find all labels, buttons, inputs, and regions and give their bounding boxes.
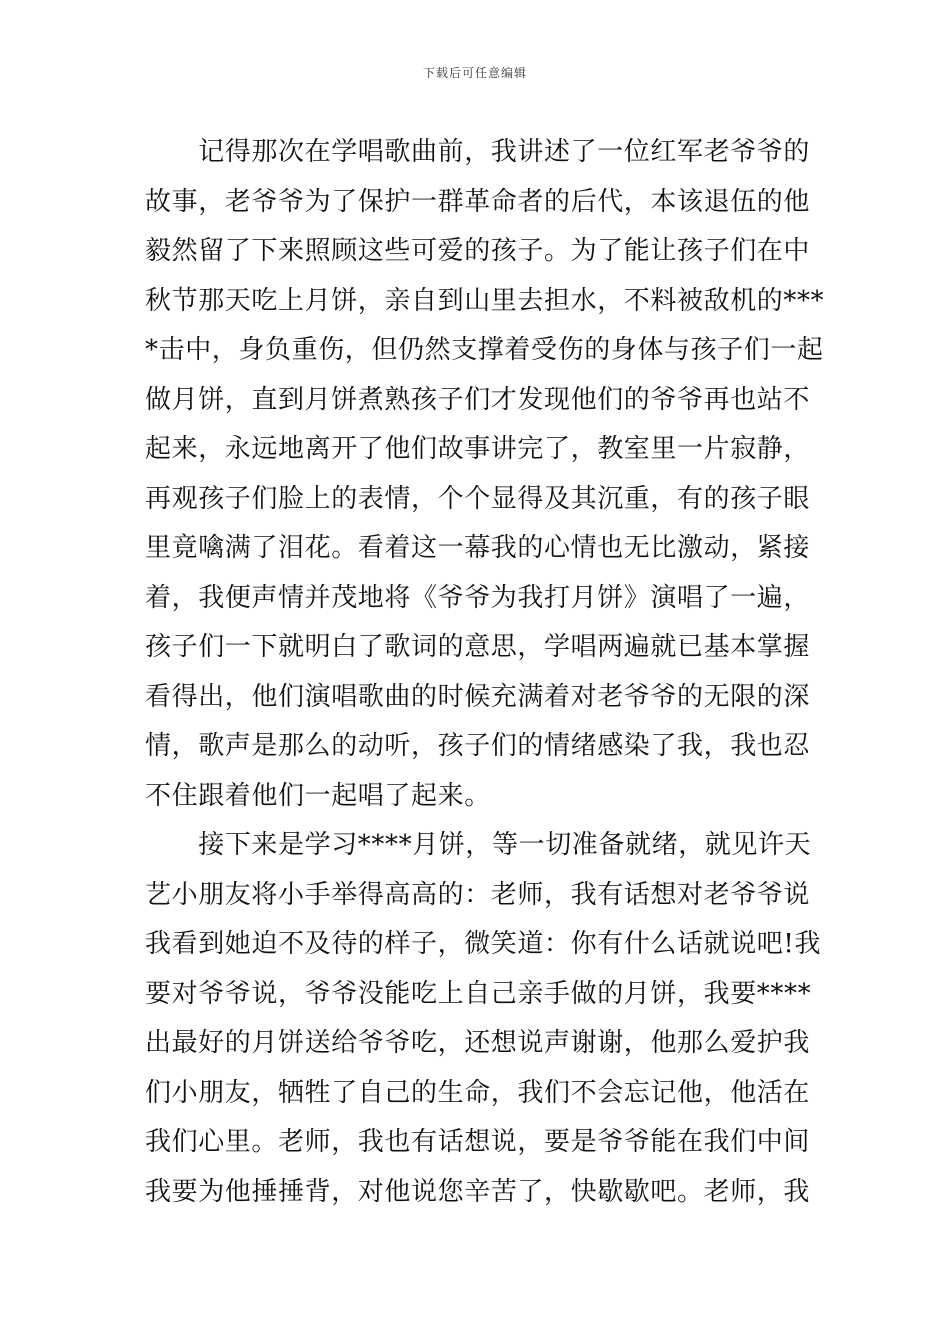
text-line: 里竟噙满了泪花。看着这一幕我的心情也无比激动，紧接 bbox=[145, 533, 811, 563]
text-line: 情，歌声是那么的动听，孩子们的情绪感染了我，我也忍 bbox=[145, 731, 811, 761]
text-line: 记得那次在学唱歌曲前，我讲述了一位红军老爷爷的 bbox=[145, 137, 811, 167]
text-line: 要对爷爷说，爷爷没能吃上自己亲手做的月饼，我要**** bbox=[145, 978, 812, 1009]
text-line: 毅然留了下来照顾这些可爱的孩子。为了能让孩子们在中 bbox=[145, 236, 811, 266]
text-line: 出最好的月饼送给爷爷吃，还想说声谢谢，他那么爱护我 bbox=[145, 1028, 811, 1058]
text-line: 我要为他捶捶背，对他说您辛苦了，快歇歇吧。老师，我 bbox=[145, 1176, 811, 1207]
text-line: 我看到她迫不及待的样子，微笑道：你有什么话就说吧!我 bbox=[145, 929, 822, 959]
text-line: 我们心里。老师，我也有话想说，要是爷爷能在我们中间 bbox=[145, 1127, 811, 1157]
text-line: 不住跟着他们一起唱了起来。 bbox=[145, 780, 491, 811]
text-line: 再观孩子们脸上的表情，个个显得及其沉重，有的孩子眼 bbox=[145, 483, 811, 514]
text-line: 看得出，他们演唱歌曲的时候充满着对老爷爷的无限的深 bbox=[145, 681, 811, 712]
text-line: *击中，身负重伤，但仍然支撑着受伤的身体与孩子们一起 bbox=[145, 335, 824, 365]
text-line: 接下来是学习****月饼，等一切准备就绪，就见许天 bbox=[145, 830, 812, 860]
page-header: 下载后可任意编辑 bbox=[422, 66, 527, 80]
text-line: 艺小朋友将小手举得高高的：老师，我有话想对老爷爷说 bbox=[145, 879, 811, 910]
text-line: 做月饼，直到月饼煮熟孩子们才发现他们的爷爷再也站不 bbox=[145, 384, 811, 415]
text-line: 孩子们一下就明白了歌词的意思，学唱两遍就已基本掌握 bbox=[145, 632, 811, 662]
body-text bbox=[145, 128, 825, 1217]
text-line: 故事，老爷爷为了保护一群革命者的后代，本该退伍的他 bbox=[145, 186, 811, 217]
text-line: 们小朋友，牺牲了自己的生命，我们不会忘记他，他活在 bbox=[145, 1077, 811, 1108]
text-line: 秋节那天吃上月饼，亲自到山里去担水，不料被敌机的*** bbox=[145, 285, 825, 316]
text-line: 着，我便声情并茂地将《爷爷为我打月饼》演唱了一遍， bbox=[145, 582, 811, 613]
text-line: 起来，永远地离开了他们故事讲完了，教室里一片寂静， bbox=[145, 434, 811, 464]
